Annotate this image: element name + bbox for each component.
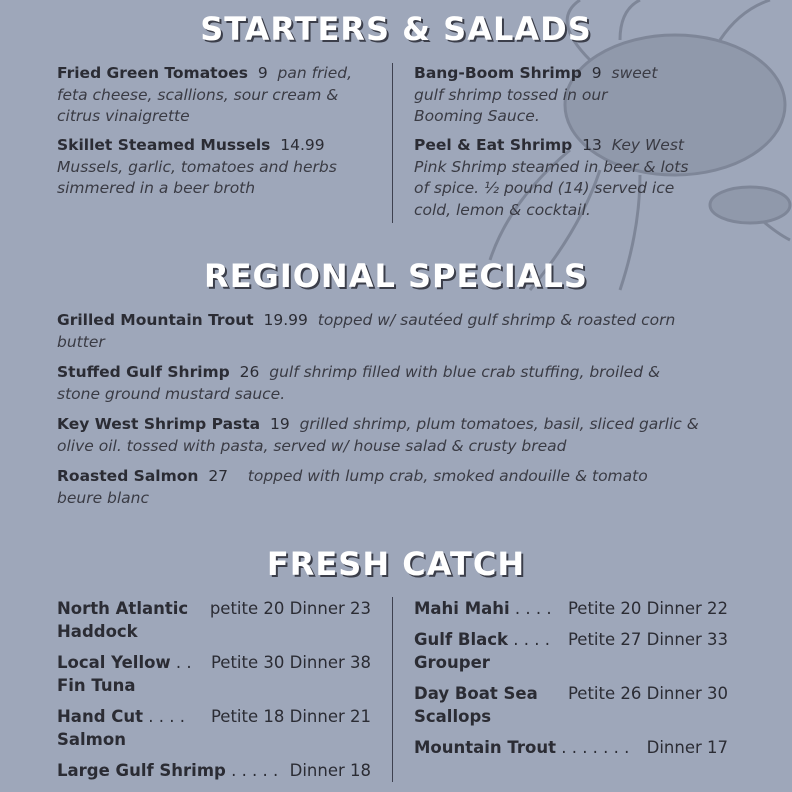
menu-item <box>414 135 692 221</box>
item-desc: Mussels, garlic, tomatoes and herbs simmered in a beer broth <box>57 157 337 197</box>
catch-price: petite 20 Dinner 23 <box>209 599 371 618</box>
item-price: 26 <box>239 363 260 381</box>
catch-item <box>57 597 371 643</box>
leader-dots: . . . . . <box>225 761 284 780</box>
item-name: Key West Shrimp Pasta <box>57 415 261 433</box>
menu-item <box>57 135 377 200</box>
item-price: 19.99 <box>263 311 308 329</box>
catch-name: Hand Cut Salmon <box>57 707 143 749</box>
leader-dots: . . . . <box>508 630 556 649</box>
catch-name: Gulf Black Grouper <box>414 630 508 672</box>
catch-item <box>57 651 371 697</box>
item-name: Stuffed Gulf Shrimp <box>57 363 230 381</box>
column-divider <box>392 597 393 782</box>
column-divider <box>392 63 393 223</box>
menu-item <box>57 466 697 509</box>
catch-price: Petite 20 Dinner 22 <box>567 599 728 618</box>
catch-price: Dinner 18 <box>289 761 371 780</box>
leader-dots: . . . . <box>509 599 557 618</box>
catch-name: Mahi Mahi <box>414 599 510 618</box>
catch-name: Mountain Trout <box>414 738 556 757</box>
item-name: Roasted Salmon <box>57 467 199 485</box>
item-price: 9 <box>257 64 268 82</box>
item-price: 13 <box>582 136 602 154</box>
catch-name: Large Gulf Shrimp <box>57 761 226 780</box>
section-title-starters: STARTERS & SALADS <box>200 10 592 48</box>
leader-dots: . . <box>170 653 197 672</box>
leader-dots: . . . . <box>143 707 191 726</box>
catch-name: Local Yellow Fin Tuna <box>57 653 171 695</box>
item-desc: sweet gulf shrimp tossed in our Booming Sauce. <box>414 64 658 125</box>
catch-price: Petite 18 Dinner 21 <box>210 707 371 726</box>
item-desc: gulf shrimp filled with blue crab stuffing, broiled & stone ground mustard sauce. <box>57 363 661 403</box>
item-name: Fried Green Tomatoes <box>57 64 248 82</box>
catch-item <box>57 759 371 782</box>
catch-price: Petite 26 Dinner 30 <box>567 684 728 703</box>
section-title-fresh-catch: FRESH CATCH <box>266 545 526 583</box>
item-price: 19 <box>270 415 290 433</box>
item-price: 27 <box>208 467 229 485</box>
menu-item <box>57 414 717 457</box>
menu-item <box>57 310 697 353</box>
item-desc: pan fried, feta cheese, scallions, sour cream & citrus vinaigrette <box>57 64 353 125</box>
item-desc: topped with lump crab, smoked andouille & tomato beure blanc <box>57 467 648 507</box>
item-name: Peel & Eat Shrimp <box>414 136 573 154</box>
catch-item <box>414 597 728 620</box>
item-price: 14.99 <box>280 136 325 154</box>
item-price: 9 <box>591 64 602 82</box>
catch-price: Petite 27 Dinner 33 <box>567 630 728 649</box>
item-desc: Key West Pink Shrimp steamed in beer & lots of spice. ½ pound (14) served ice cold, lemon & cocktail. <box>414 136 689 219</box>
item-desc: grilled shrimp, plum tomatoes, basil, sliced garlic & olive oil. tossed with pasta, served w/ house salad & crusty bread <box>57 415 699 455</box>
leader-dots: . . . . . . . <box>555 738 635 757</box>
catch-item <box>414 736 728 759</box>
catch-item <box>414 682 728 728</box>
catch-price: Petite 30 Dinner 38 <box>210 653 371 672</box>
menu-item <box>414 63 676 128</box>
catch-price: Dinner 17 <box>646 738 728 757</box>
item-name: Bang-Boom Shrimp <box>414 64 582 82</box>
catch-item <box>414 628 728 674</box>
item-name: Skillet Steamed Mussels <box>57 136 271 154</box>
menu-item <box>57 63 377 128</box>
catch-name: Day Boat Sea Scallops <box>414 684 538 726</box>
section-title-regional: REGIONAL SPECIALS <box>204 257 588 295</box>
catch-name: North Atlantic Haddock <box>57 599 189 641</box>
menu-item <box>57 362 697 405</box>
item-name: Grilled Mountain Trout <box>57 311 254 329</box>
catch-item <box>57 705 371 751</box>
item-desc: topped w/ sautéed gulf shrimp & roasted corn butter <box>57 311 676 351</box>
